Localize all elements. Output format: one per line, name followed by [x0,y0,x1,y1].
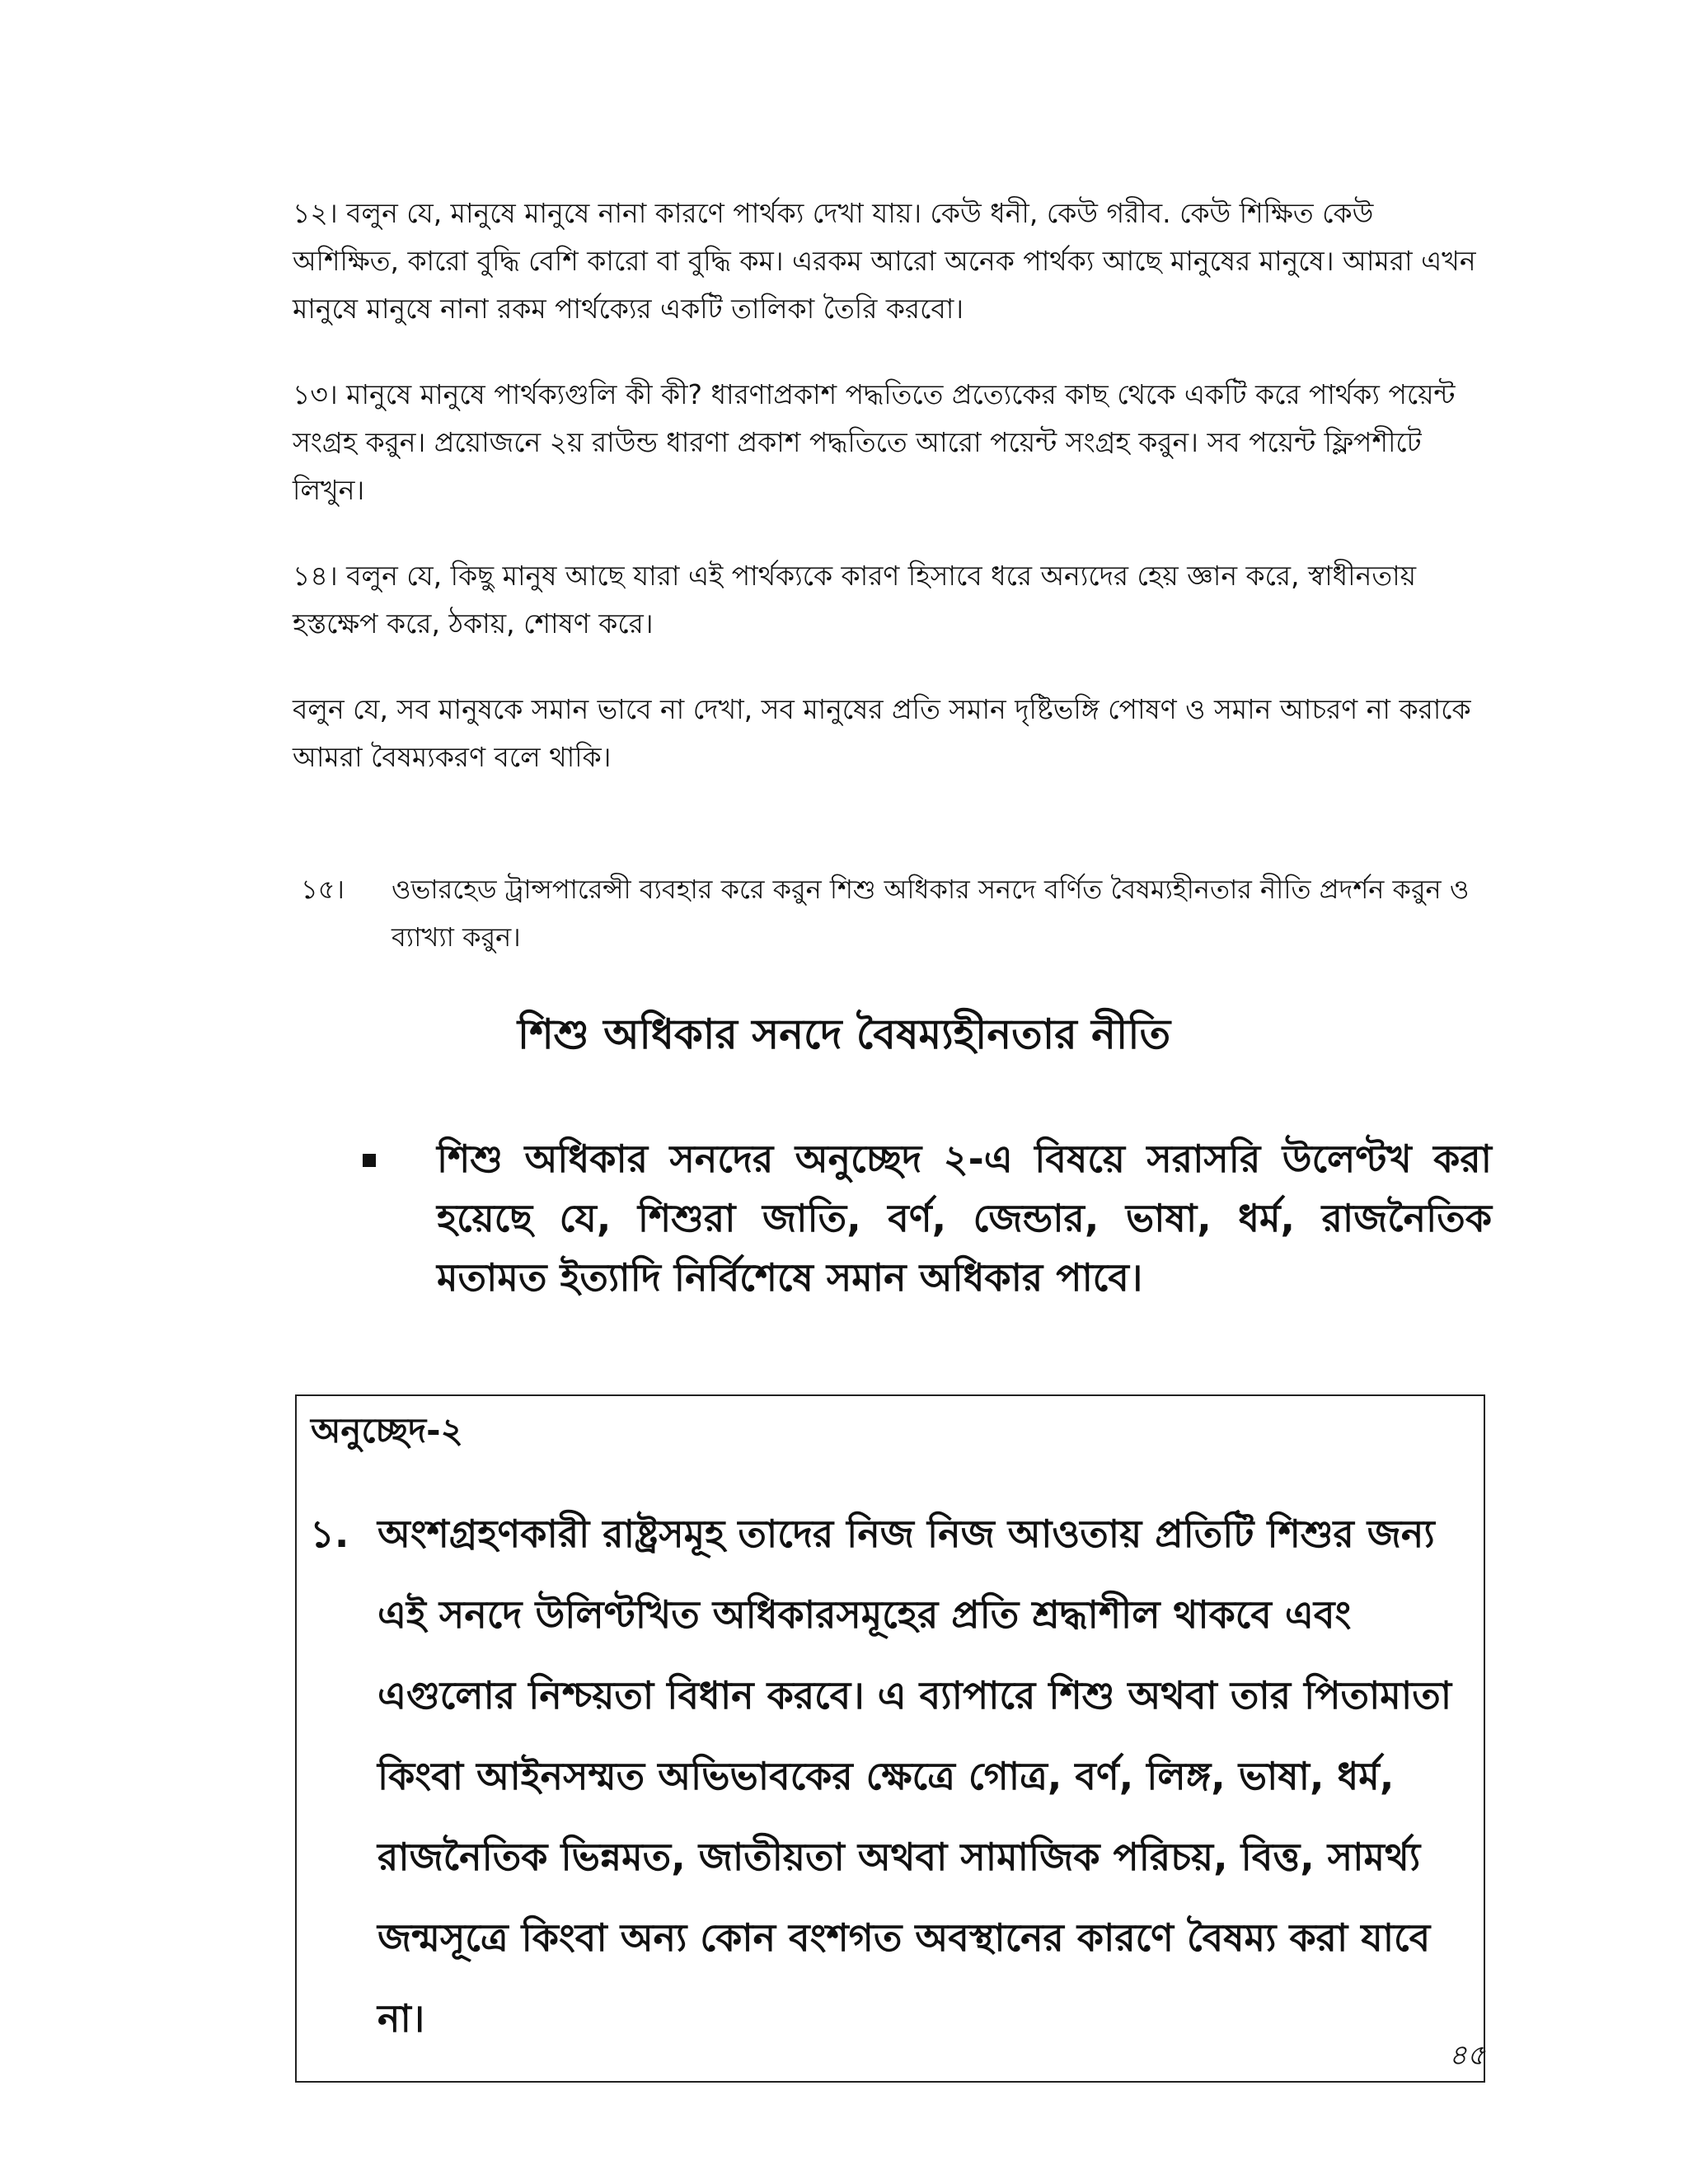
square-bullet-icon [363,1154,376,1167]
item-15 [301,865,1488,961]
paragraph-discrimination-definition: বলুন যে, সব মানুষকে সমান ভাবে না দেখা, সব মানুষের প্রতি সমান দৃষ্টিভঙ্গি পোষণ ও সমান আচরণ না করাকে আমরা বৈষম্যকরণ বলে থাকি। [293,693,1471,773]
item-15-number: ১৫। [301,874,345,905]
item-15-text: ওভারহেড ট্রান্সপারেন্সী ব্যবহার করে কর‍ুন শিশু অধিকার সনদে বর্ণিত বৈষম্যহীনতার নীতি প্রদর্শন কর‍ুন ও ব্যাখ্যা কর‍ুন। [392,874,1470,953]
article-2-box [295,1394,1485,2083]
paragraph-13: ১৩। মানুষে মানুষে পার্থক্যগুলি কী কী? ধারণাপ্রকাশ পদ্ধতিতে প্রত্যেকের কাছ থেকে একটি করে পার্থক্য পয়েন্ট সংগ্রহ কর‍ুন। প্রয়োজনে ২য় রাউন্ড ধারণা প্রকাশ পদ্ধতিতে আরো পয়েন্ট সংগ্রহ কর‍ুন। সব পয়েন্ট ফ্লিপশীটে লিখুন। [293,378,1456,506]
bullet-text: শিশু অধিকার সনদের অনুচ্ছেদ ২-এ বিষয়ে সরাসরি উলেণ্টখ করা হয়েছে যে, শিশুরা জাতি, বর্ণ, জেন্ডার, ভাষা, ধর্ম, রাজনৈতিক মতামত ইত্যাদি নির্বিশেষে সমান অধিকার পাবে। [437,1137,1492,1300]
article-title: অনুচ্ছেদ-২ [311,1410,463,1451]
page-number: ৪৫ [1448,2039,1485,2072]
paragraph-12: ১২। বলুন যে, মানুষে মানুষে নানা কারণে পার্থক্য দেখা যায়। কেউ ধনী, কেউ গরীব. কেউ শিক্ষিত কেউ অশিক্ষিত, কারো বুদ্ধি বেশি কারো বা বুদ্ধি কম। এরকম আরো অনেক পার্থক্য আছে মানুষের মানুষে। আমরা এখন মানুষে মানুষে নানা রকম পার্থক্যের একটি তালিকা তৈরি করবো। [293,197,1476,325]
bullet-point [354,1129,1492,1307]
section-heading: শিশু অধিকার সনদে বৈষম্যহীনতার নীতি [517,1010,1171,1058]
paragraph-14: ১৪। বলুন যে, কিছু মানুষ আছে যারা এই পার্থক্যকে কারণ হিসাবে ধরে অন্যদের হেয় জ্ঞান করে, স্বাধীনতায় হস্তক্ষেপ করে, ঠকায়, শোষণ করে। [293,560,1417,640]
article-item-text: অংশগ্রহণকারী রাষ্ট্রসমূহ তাদের নিজ নিজ আওতায় প্রতিটি শিশুর জন্য এই সনদে উলিণ্টখিত অধিকারসমূহের প্রতি শ্রদ্ধাশীল থাকবে এবং এগুলোর নিশ্চয়তা বিধান করবে। এ ব্যাপারে শিশু অথবা তার পিতামাতা কিংবা আইনসম্মত অভিভাবকের ক্ষেত্রে গোত্র, বর্ণ, লিঙ্গ, ভাষা, ধর্ম, রাজনৈতিক ভিন্নমত, জাতীয়তা অথবা সামাজিক পরিচয়, বিত্ত, সামর্থ্য জন্মসূত্রে কিংবা অন্য কোন বংশগত অবস্থানের কারণে বৈষম্য করা যাবে না। [377,1511,1452,2041]
article-item-number: ১. [310,1511,349,1556]
